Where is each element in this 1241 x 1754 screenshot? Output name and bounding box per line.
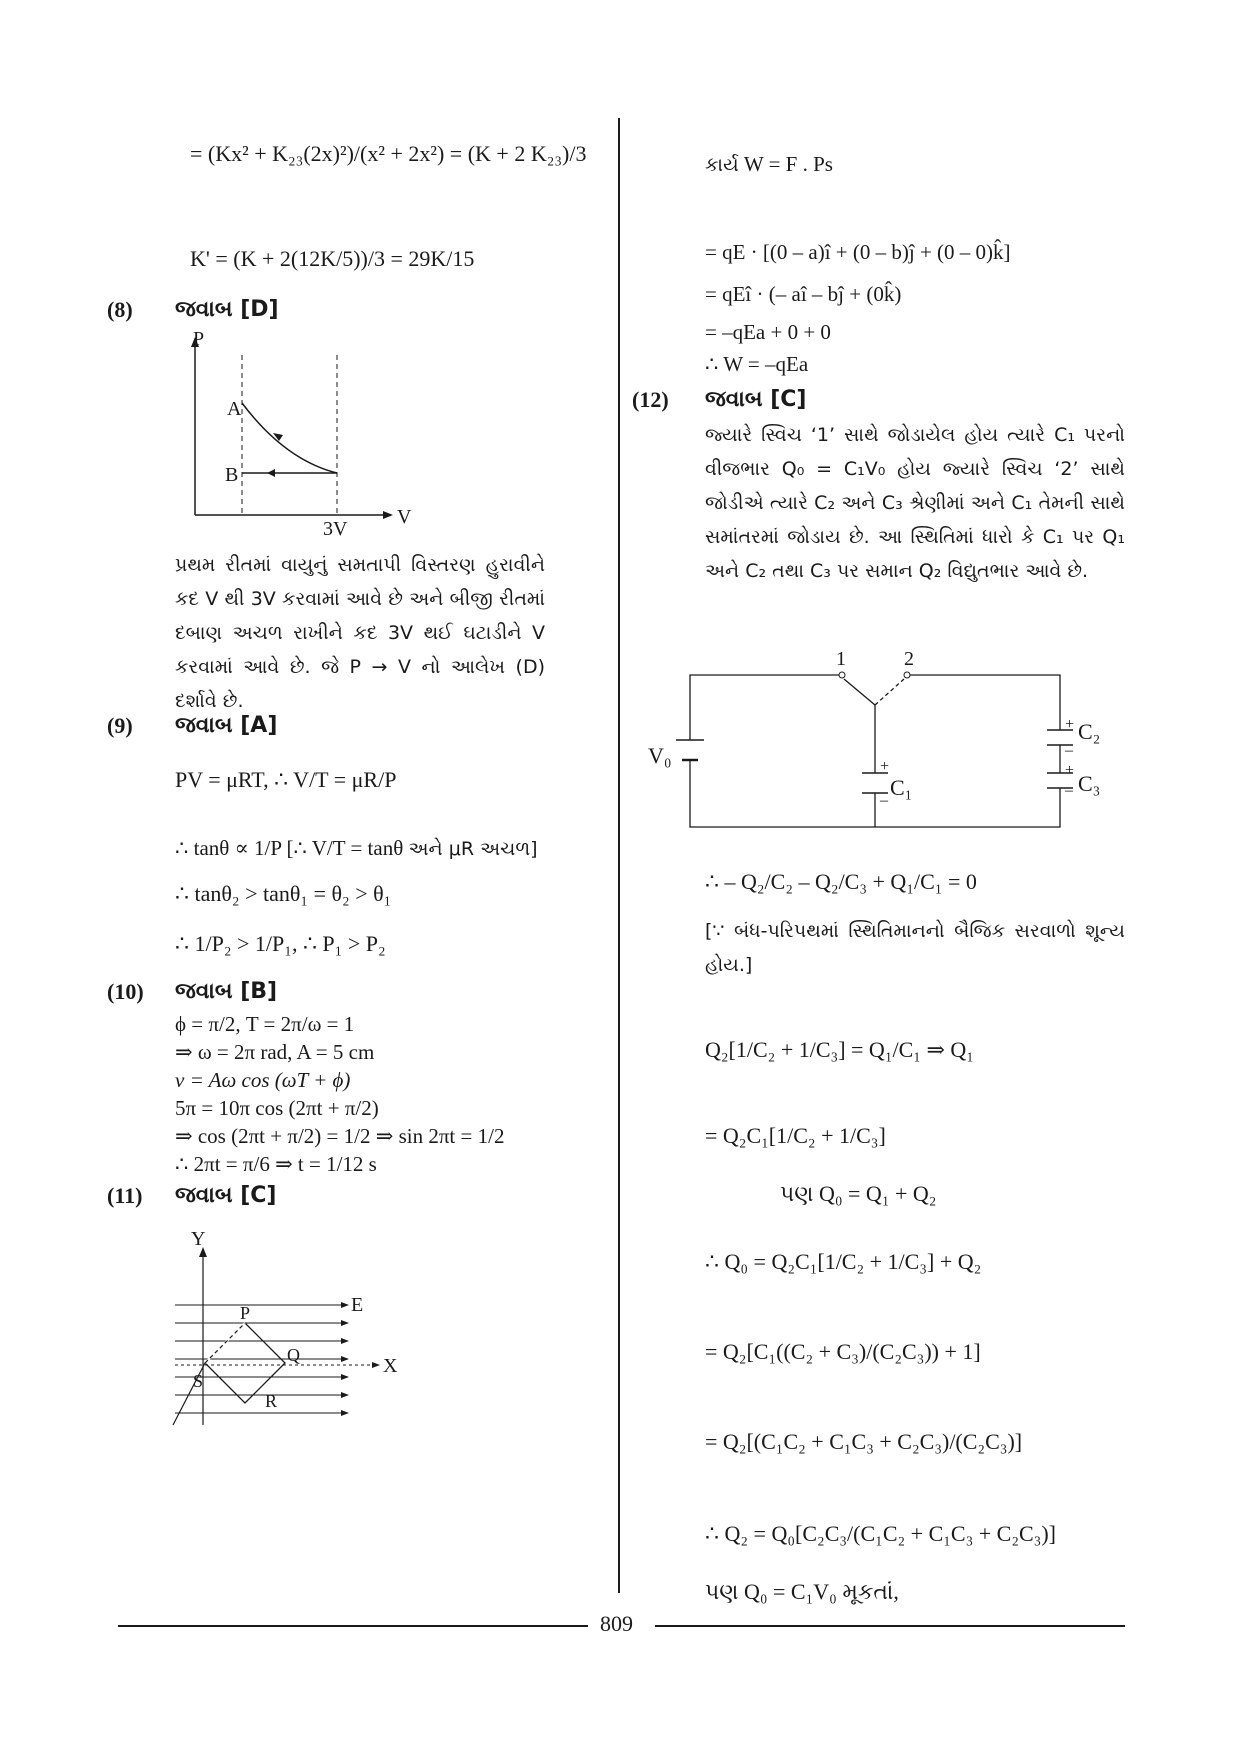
- q10-lines: [175, 1010, 504, 1178]
- q11-answer: જવાબ [C]: [175, 1183, 277, 1208]
- graph-a-label: A: [227, 398, 242, 420]
- work-line3: = –qEa + 0 + 0: [705, 320, 831, 344]
- diagram-y-label: Y: [191, 1228, 206, 1250]
- q12-eq7: = Q₂[(C₁C₂ + C₁C₃ + C₂C₃)/(C₂C₃)]: [705, 1429, 1023, 1454]
- q10-line: v = Aω cos (ωT + ϕ): [175, 1068, 351, 1092]
- q12-explanation: જ્યારે સ્વિચ ‘1’ સાથે જોડાયેલ હોય ત્યારે C₁ પરનો વીજભાર Q₀ = C₁V₀ હોય જ્યારે સ્વિચ ‘2’ સાથે જોડીએ ત્યારે C₂ અને C₃ શ્રેણીમાં અને C₁ તેમની સાથે સમાંતરમાં જોડાય છે. આ સ્થિતિમાં ધારો કે C₁ પર Q₁ અને C₂ તથા C₃ પર સમાન Q₂ વિદ્યુતભાર આવે છે.: [705, 424, 1125, 582]
- q9-line4: ∴ 1/P₂ > 1/P₁, ∴ P₁ > P₂: [175, 931, 386, 956]
- q12-eq9: પણ Q₀ = C₁V₀ મૂકતાં,: [705, 1579, 899, 1604]
- page-number: 809: [600, 1611, 633, 1636]
- q10-line: 5π = 10π cos (2πt + π/2): [175, 1096, 379, 1120]
- left-eq2: [190, 245, 474, 273]
- diagram-e-label: E: [351, 1294, 364, 1316]
- q12-eq3: = Q₂C₁[1/C₂ + 1/C₃]: [705, 1123, 886, 1148]
- q9-line2: [175, 834, 538, 863]
- q12-eq2: Q₂[1/C₂ + 1/C₃] = Q₁/C₁ ⇒ Q₁: [705, 1037, 974, 1062]
- footer-rule-right: [655, 1625, 1125, 1627]
- q12-eq8: ∴ Q₂ = Q₀[C₂C₃/(C₁C₂ + C₁C₃ + C₂C₃)]: [705, 1521, 1057, 1546]
- c1-label: C₁: [890, 775, 913, 800]
- q10-answer: જવાબ [B]: [175, 979, 278, 1004]
- eq1-text: = (Kx² + K₂₃(2x)²)/(x² + 2x²) = (K + 2 K₂₃)/3: [190, 141, 587, 166]
- c2-label: C₂: [1078, 719, 1101, 744]
- column-divider: [618, 118, 620, 1593]
- switch-2-label: 2: [904, 648, 914, 670]
- diagram-p-label: P: [240, 1303, 251, 1323]
- v0-label: V₀: [648, 743, 672, 768]
- q12-eq1: ∴ – Q₂/C₂ – Q₂/C₃ + Q₁/C₁ = 0: [705, 869, 977, 894]
- q10-line: ϕ = π/2, T = 2π/ω = 1: [175, 1012, 355, 1036]
- q9-line2b: અને μR અચળ]: [408, 838, 538, 860]
- q8-number: (8): [107, 297, 133, 322]
- q8-answer: જવાબ [D]: [175, 297, 279, 322]
- q8-explanation: પ્રથમ રીતમાં વાયુનું સમતાપી વિસ્તરણ હુરાવીને કદ V થી 3V કરવામાં આવે છે અને બીજી રીતમાં દબાણ અચળ રાખીને કદ 3V થઈ ઘટાડીને V કરવામાં આવે છે. જે P → V નો આલેખ (D) દર્શાવે છે.: [175, 554, 545, 712]
- switch-1-label: 1: [836, 648, 846, 670]
- q12-eq5: ∴ Q₀ = Q₂C₁[1/C₂ + 1/C₃] + Q₂: [705, 1249, 982, 1274]
- footer-rule-left: [118, 1625, 588, 1627]
- work-label: કાર્ય: [705, 154, 739, 176]
- work-line2: = qEî · (– aî – bĵ + (0k̂): [705, 282, 902, 306]
- work-line1: = qE · [(0 – a)î + (0 – b)ĵ + (0 – 0)k̂]: [705, 240, 1011, 264]
- q9-line3: ∴ tanθ₂ > tanθ₁ = θ₂ > θ₁: [175, 881, 392, 906]
- eq2-text: K' = (K + 2(12K/5))/3 = 29K/15: [190, 246, 475, 271]
- left-eq1: [190, 140, 586, 200]
- q12-eq6: = Q₂[C₁((C₂ + C₃)/(C₂C₃)) + 1]: [705, 1339, 981, 1364]
- diagram-r-label: R: [265, 1391, 278, 1411]
- work-line4: ∴ W = –qEa: [705, 352, 809, 376]
- c3-plus: +: [1065, 762, 1075, 779]
- q11-field-diagram: [165, 1225, 415, 1435]
- q11-number: (11): [107, 1183, 143, 1208]
- diagram-q-label: Q: [287, 1345, 300, 1365]
- c2-minus: –: [1065, 742, 1073, 759]
- diagram-s-label: S: [193, 1371, 204, 1391]
- q8-pv-graph: [175, 325, 435, 540]
- c1-minus: –: [880, 792, 888, 809]
- c1-plus: +: [880, 758, 890, 775]
- q9-answer: જવાબ [A]: [175, 713, 278, 738]
- c3-label: C₃: [1078, 771, 1101, 796]
- graph-3v-label: 3V: [323, 518, 348, 540]
- q12-note: [∵ બંધ-પરિપથમાં સ્થિતિમાનનો બૈજિક સરવાળો શૂન્ય હોય.]: [705, 920, 1125, 976]
- q10-line: ⇒ ω = 2π rad, A = 5 cm: [175, 1040, 375, 1064]
- q12-eq4: પણ Q₀ = Q₁ + Q₂: [780, 1181, 937, 1206]
- graph-v-label: V: [397, 506, 412, 528]
- c3-minus: –: [1065, 782, 1073, 799]
- work-eq: W = F . Ps: [743, 152, 833, 176]
- graph-p-label: P: [193, 328, 205, 350]
- q9-number: (9): [107, 713, 133, 738]
- diagram-x-label: X: [383, 1355, 398, 1377]
- q9-line1: PV = μRT, ∴ V/T = μR/P: [175, 767, 397, 792]
- graph-b-label: B: [225, 464, 239, 486]
- q10-number: (10): [107, 979, 144, 1004]
- q9-line2a: ∴ tanθ ∝ 1/P [∴ V/T = tanθ: [175, 836, 404, 860]
- q12-number: (12): [632, 387, 669, 412]
- q12-answer: જવાબ [C]: [705, 387, 807, 412]
- q10-line: ∴ 2πt = π/6 ⇒ t = 1/12 s: [175, 1152, 377, 1176]
- q12-circuit-diagram: [640, 645, 1130, 835]
- q10-line: ⇒ cos (2πt + π/2) = 1/2 ⇒ sin 2πt = 1/2: [175, 1124, 505, 1148]
- c2-plus: +: [1065, 716, 1075, 733]
- work-equation: [705, 150, 833, 179]
